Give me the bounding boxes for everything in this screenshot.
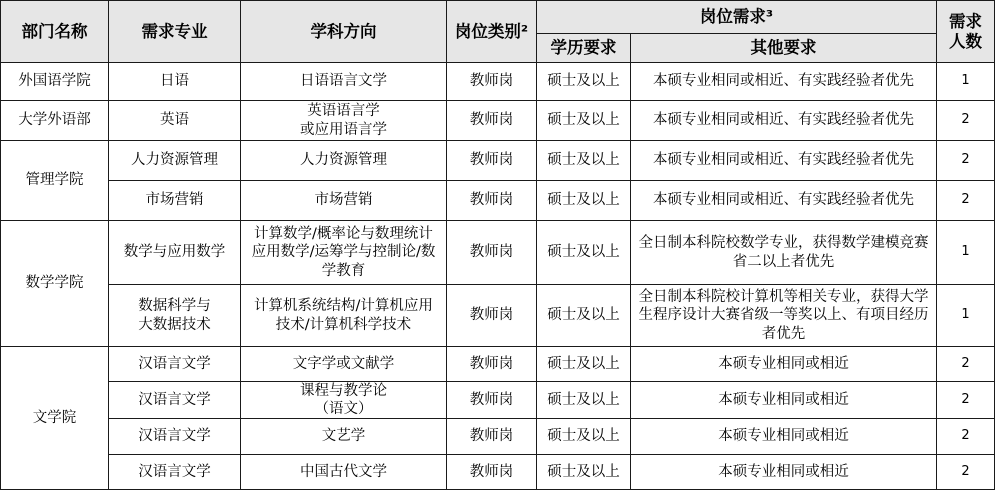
header-department: 部门名称 bbox=[1, 1, 109, 63]
education-cell: 硕士及以上 bbox=[537, 63, 631, 101]
other-requirements-cell: 本硕专业相同或相近、有实践经验者优先 bbox=[631, 181, 937, 221]
direction-cell: 日语语言文学 bbox=[241, 63, 447, 101]
direction-cell: 课程与教学论 （语文） bbox=[241, 382, 447, 419]
post-type-cell: 教师岗 bbox=[447, 63, 537, 101]
direction-cell: 计算机系统结构/计算机应用 技术/计算机科学技术 bbox=[241, 285, 447, 347]
post-type-cell: 教师岗 bbox=[447, 285, 537, 347]
department-cell: 文学院 bbox=[1, 347, 109, 490]
header-major: 需求专业 bbox=[109, 1, 241, 63]
other-requirements-cell: 本硕专业相同或相近 bbox=[631, 419, 937, 455]
other-requirements-cell: 本硕专业相同或相近 bbox=[631, 455, 937, 490]
count-cell: 2 bbox=[937, 419, 995, 455]
direction-cell: 文艺学 bbox=[241, 419, 447, 455]
post-type-cell: 教师岗 bbox=[447, 181, 537, 221]
post-type-cell: 教师岗 bbox=[447, 221, 537, 285]
education-cell: 硕士及以上 bbox=[537, 347, 631, 382]
education-cell: 硕士及以上 bbox=[537, 285, 631, 347]
header-education: 学历要求 bbox=[537, 34, 631, 63]
education-cell: 硕士及以上 bbox=[537, 181, 631, 221]
header-post-requirements: 岗位需求³ bbox=[537, 1, 937, 34]
education-cell: 硕士及以上 bbox=[537, 221, 631, 285]
other-requirements-cell: 本硕专业相同或相近、有实践经验者优先 bbox=[631, 63, 937, 101]
count-cell: 2 bbox=[937, 181, 995, 221]
major-cell: 日语 bbox=[109, 63, 241, 101]
count-cell: 2 bbox=[937, 455, 995, 490]
count-cell: 2 bbox=[937, 382, 995, 419]
count-cell: 1 bbox=[937, 285, 995, 347]
major-cell: 汉语言文学 bbox=[109, 382, 241, 419]
education-cell: 硕士及以上 bbox=[537, 141, 631, 181]
direction-cell: 英语语言学 或应用语言学 bbox=[241, 101, 447, 141]
major-cell: 英语 bbox=[109, 101, 241, 141]
education-cell: 硕士及以上 bbox=[537, 101, 631, 141]
other-requirements-cell: 本硕专业相同或相近 bbox=[631, 347, 937, 382]
header-count: 需求 人数 bbox=[937, 1, 995, 63]
post-type-cell: 教师岗 bbox=[447, 141, 537, 181]
post-type-cell: 教师岗 bbox=[447, 419, 537, 455]
post-type-cell: 教师岗 bbox=[447, 382, 537, 419]
direction-cell: 市场营销 bbox=[241, 181, 447, 221]
major-cell: 汉语言文学 bbox=[109, 347, 241, 382]
major-cell: 数学与应用数学 bbox=[109, 221, 241, 285]
other-requirements-cell: 本硕专业相同或相近、有实践经验者优先 bbox=[631, 101, 937, 141]
post-type-cell: 教师岗 bbox=[447, 101, 537, 141]
count-cell: 2 bbox=[937, 141, 995, 181]
department-cell: 数学学院 bbox=[1, 221, 109, 347]
direction-cell: 计算数学/概率论与数理统计 应用数学/运筹学与控制论/数 学教育 bbox=[241, 221, 447, 285]
count-cell: 1 bbox=[937, 63, 995, 101]
major-cell: 市场营销 bbox=[109, 181, 241, 221]
education-cell: 硕士及以上 bbox=[537, 455, 631, 490]
department-cell: 外国语学院 bbox=[1, 63, 109, 101]
direction-cell: 人力资源管理 bbox=[241, 141, 447, 181]
major-cell: 数据科学与 大数据技术 bbox=[109, 285, 241, 347]
post-type-cell: 教师岗 bbox=[447, 347, 537, 382]
header-other-requirements: 其他要求 bbox=[631, 34, 937, 63]
other-requirements-cell: 全日制本科院校计算机等相关专业，获得大学 生程序设计大赛省级一等奖以上、有项目经历 者优先 bbox=[631, 285, 937, 347]
major-cell: 人力资源管理 bbox=[109, 141, 241, 181]
education-cell: 硕士及以上 bbox=[537, 382, 631, 419]
header-post-type: 岗位类别² bbox=[447, 1, 537, 63]
post-type-cell: 教师岗 bbox=[447, 455, 537, 490]
major-cell: 汉语言文学 bbox=[109, 419, 241, 455]
direction-cell: 中国古代文学 bbox=[241, 455, 447, 490]
direction-cell: 文字学或文献学 bbox=[241, 347, 447, 382]
other-requirements-cell: 全日制本科院校数学专业，获得数学建模竞赛 省二以上者优先 bbox=[631, 221, 937, 285]
count-cell: 2 bbox=[937, 101, 995, 141]
department-cell: 大学外语部 bbox=[1, 101, 109, 141]
major-cell: 汉语言文学 bbox=[109, 455, 241, 490]
other-requirements-cell: 本硕专业相同或相近、有实践经验者优先 bbox=[631, 141, 937, 181]
education-cell: 硕士及以上 bbox=[537, 419, 631, 455]
header-direction: 学科方向 bbox=[241, 1, 447, 63]
department-cell: 管理学院 bbox=[1, 141, 109, 221]
count-cell: 2 bbox=[937, 347, 995, 382]
other-requirements-cell: 本硕专业相同或相近 bbox=[631, 382, 937, 419]
count-cell: 1 bbox=[937, 221, 995, 285]
